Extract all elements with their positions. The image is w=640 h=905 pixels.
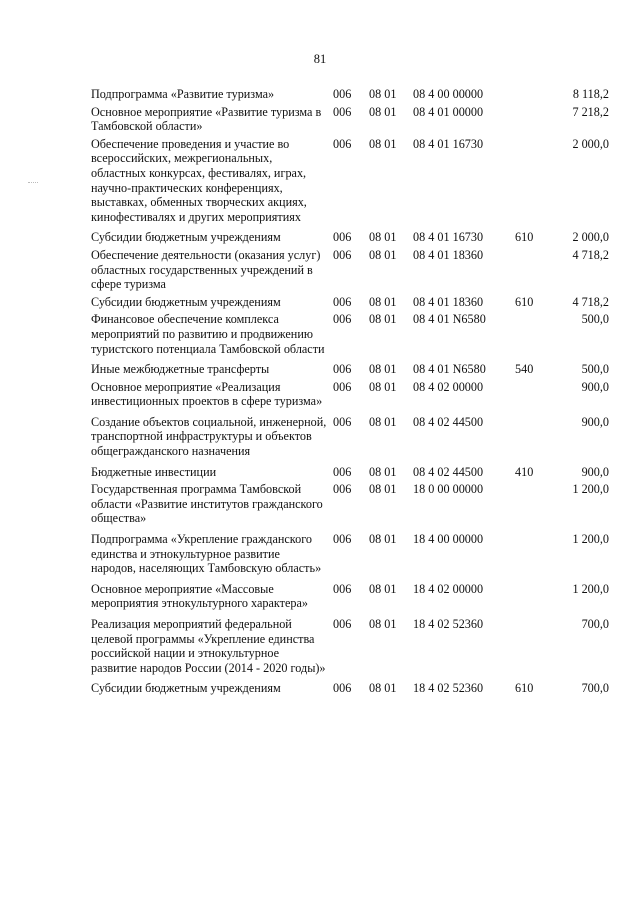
row-section-code: 08 01 — [369, 87, 397, 101]
row-section-code: 08 01 — [369, 581, 397, 596]
row-name: Подпрограмма «Укрепление гражданского единства и этнокультурное развитие народов, населяющих Тамбовскую область» — [91, 532, 322, 576]
row-section-code: 08 01 — [369, 294, 397, 309]
row-ministry-code: 006 — [333, 482, 352, 497]
row-target-article: 08 4 01 18360 — [413, 294, 484, 309]
row-ministry-code: 006 — [333, 247, 352, 262]
scan-mark — [28, 182, 38, 184]
row-name: Иные межбюджетные трансферты — [91, 362, 270, 377]
row-target-article: 18 0 00 00000 — [413, 482, 484, 497]
row-expense-type — [515, 312, 547, 362]
row-amount: 900,0 — [581, 379, 609, 394]
row-amount: 2 000,0 — [572, 230, 609, 245]
row-ministry-code: 006 — [333, 581, 352, 596]
page-number: 81 — [313, 52, 327, 66]
row-amount: 700,0 — [581, 617, 609, 631]
row-name: Основное мероприятие «Реализация инвестиционных проектов в сфере туризма» — [91, 379, 323, 409]
row-name: Государственная программа Тамбовской области «Развитие институтов гражданского общества» — [91, 482, 323, 526]
row-section-code: 08 01 — [369, 362, 397, 377]
budget-table-body — [91, 87, 609, 699]
row-name: Основное мероприятие «Массовые мероприятия этнокультурного характера» — [91, 581, 308, 611]
budget-table — [91, 87, 609, 699]
row-section-code: 08 01 — [369, 379, 397, 394]
row-expense-type — [515, 532, 547, 582]
row-section-code: 08 01 — [369, 681, 397, 696]
table-row — [91, 617, 609, 681]
row-expense-type: 410 — [515, 464, 534, 479]
table-row — [91, 415, 609, 465]
row-section-code: 08 01 — [369, 464, 397, 479]
table-row — [91, 230, 609, 248]
row-section-code: 08 01 — [369, 414, 397, 429]
row-expense-type — [515, 617, 547, 681]
row-expense-type — [515, 87, 547, 105]
row-ministry-code: 006 — [333, 617, 352, 631]
row-target-article: 08 4 00 00000 — [413, 87, 484, 101]
table-row — [91, 681, 609, 699]
row-target-article: 08 4 02 44500 — [413, 464, 484, 479]
row-expense-type — [515, 482, 547, 532]
row-section-code: 08 01 — [369, 617, 397, 631]
table-row — [91, 105, 609, 137]
row-target-article: 18 4 02 00000 — [413, 581, 484, 596]
row-target-article: 08 4 01 16730 — [413, 136, 484, 151]
row-ministry-code: 006 — [333, 532, 352, 547]
row-expense-type: 610 — [515, 681, 534, 696]
row-name: Бюджетные инвестиции — [91, 464, 217, 479]
row-name: Обеспечение проведения и участие во всероссийских, межрегиональных, областных конкурсах, фестивалях, играх, научно-практических конференциях, выставках, обменных творческих акциях, кинофестивалях и других мероприятиях — [91, 136, 307, 224]
row-target-article: 18 4 02 52360 — [413, 617, 484, 631]
row-expense-type — [515, 380, 547, 415]
row-ministry-code: 006 — [333, 104, 352, 119]
row-section-code: 08 01 — [369, 532, 397, 547]
row-amount: 500,0 — [581, 362, 609, 377]
row-section-code: 08 01 — [369, 482, 397, 497]
row-expense-type — [515, 248, 547, 295]
row-amount: 1 200,0 — [572, 532, 609, 547]
row-expense-type — [515, 415, 547, 465]
row-ministry-code: 006 — [333, 414, 352, 429]
row-expense-type — [515, 582, 547, 617]
row-name: Субсидии бюджетным учреждениям — [91, 681, 281, 696]
row-amount: 1 200,0 — [572, 581, 609, 596]
row-name: Финансовое обеспечение комплекса мероприятий по развитию и продвижению туристского потенциала Тамбовской области — [91, 312, 325, 356]
row-ministry-code: 006 — [333, 230, 352, 245]
row-expense-type: 610 — [515, 294, 534, 309]
row-section-code: 08 01 — [369, 312, 397, 327]
row-name: Подпрограмма «Развитие туризма» — [91, 87, 275, 101]
table-row — [91, 465, 609, 483]
row-target-article: 08 4 01 16730 — [413, 230, 484, 245]
table-row — [91, 295, 609, 313]
table-row — [91, 380, 609, 415]
row-name: Субсидии бюджетным учреждениям — [91, 294, 281, 309]
row-target-article: 08 4 01 N6580 — [413, 312, 486, 327]
row-target-article: 08 4 02 44500 — [413, 414, 484, 429]
row-section-code: 08 01 — [369, 136, 397, 151]
row-name: Создание объектов социальной, инженерной, транспортной инфраструктуры и объектов общегражданского назначения — [91, 414, 327, 459]
row-expense-type — [515, 105, 547, 137]
row-target-article: 18 4 02 52360 — [413, 681, 484, 696]
row-amount: 900,0 — [581, 464, 609, 479]
row-ministry-code: 006 — [333, 312, 352, 327]
row-amount: 4 718,2 — [572, 294, 609, 309]
row-name: Реализация мероприятий федеральной целевой программы «Укрепление единства российской нации и этнокультурное развитие народов России (2014 - 2020 годы)» — [91, 617, 326, 675]
table-row — [91, 248, 609, 295]
table-row — [91, 482, 609, 532]
row-target-article: 08 4 02 00000 — [413, 379, 484, 394]
row-name: Субсидии бюджетным учреждениям — [91, 230, 281, 245]
row-section-code: 08 01 — [369, 104, 397, 119]
table-row — [91, 312, 609, 362]
row-amount: 1 200,0 — [572, 482, 609, 497]
row-amount: 700,0 — [581, 681, 609, 696]
table-row — [91, 362, 609, 380]
table-row — [91, 87, 609, 105]
row-target-article: 08 4 01 N6580 — [413, 362, 486, 377]
row-ministry-code: 006 — [333, 362, 352, 377]
row-section-code: 08 01 — [369, 230, 397, 245]
row-target-article: 18 4 00 00000 — [413, 532, 484, 547]
row-amount: 500,0 — [581, 312, 609, 327]
row-amount: 8 118,2 — [572, 87, 609, 101]
table-row — [91, 137, 609, 231]
row-name: Обеспечение деятельности (оказания услуг) областных государственных учреждений в сфере туризма — [91, 247, 321, 292]
row-amount: 4 718,2 — [572, 247, 609, 262]
row-amount: 900,0 — [581, 414, 609, 429]
row-name: Основное мероприятие «Развитие туризма в Тамбовской области» — [91, 104, 322, 134]
row-ministry-code: 006 — [333, 294, 352, 309]
row-ministry-code: 006 — [333, 681, 352, 696]
row-target-article: 08 4 01 00000 — [413, 104, 484, 119]
row-expense-type — [515, 137, 547, 231]
row-amount: 7 218,2 — [572, 104, 609, 119]
row-target-article: 08 4 01 18360 — [413, 247, 484, 262]
row-expense-type: 610 — [515, 230, 534, 245]
row-section-code: 08 01 — [369, 247, 397, 262]
row-expense-type: 540 — [515, 362, 534, 377]
row-amount: 2 000,0 — [572, 136, 609, 151]
table-row — [91, 532, 609, 582]
table-row — [91, 582, 609, 617]
row-ministry-code: 006 — [333, 464, 352, 479]
row-ministry-code: 006 — [333, 379, 352, 394]
row-ministry-code: 006 — [333, 136, 352, 151]
row-ministry-code: 006 — [333, 87, 352, 101]
